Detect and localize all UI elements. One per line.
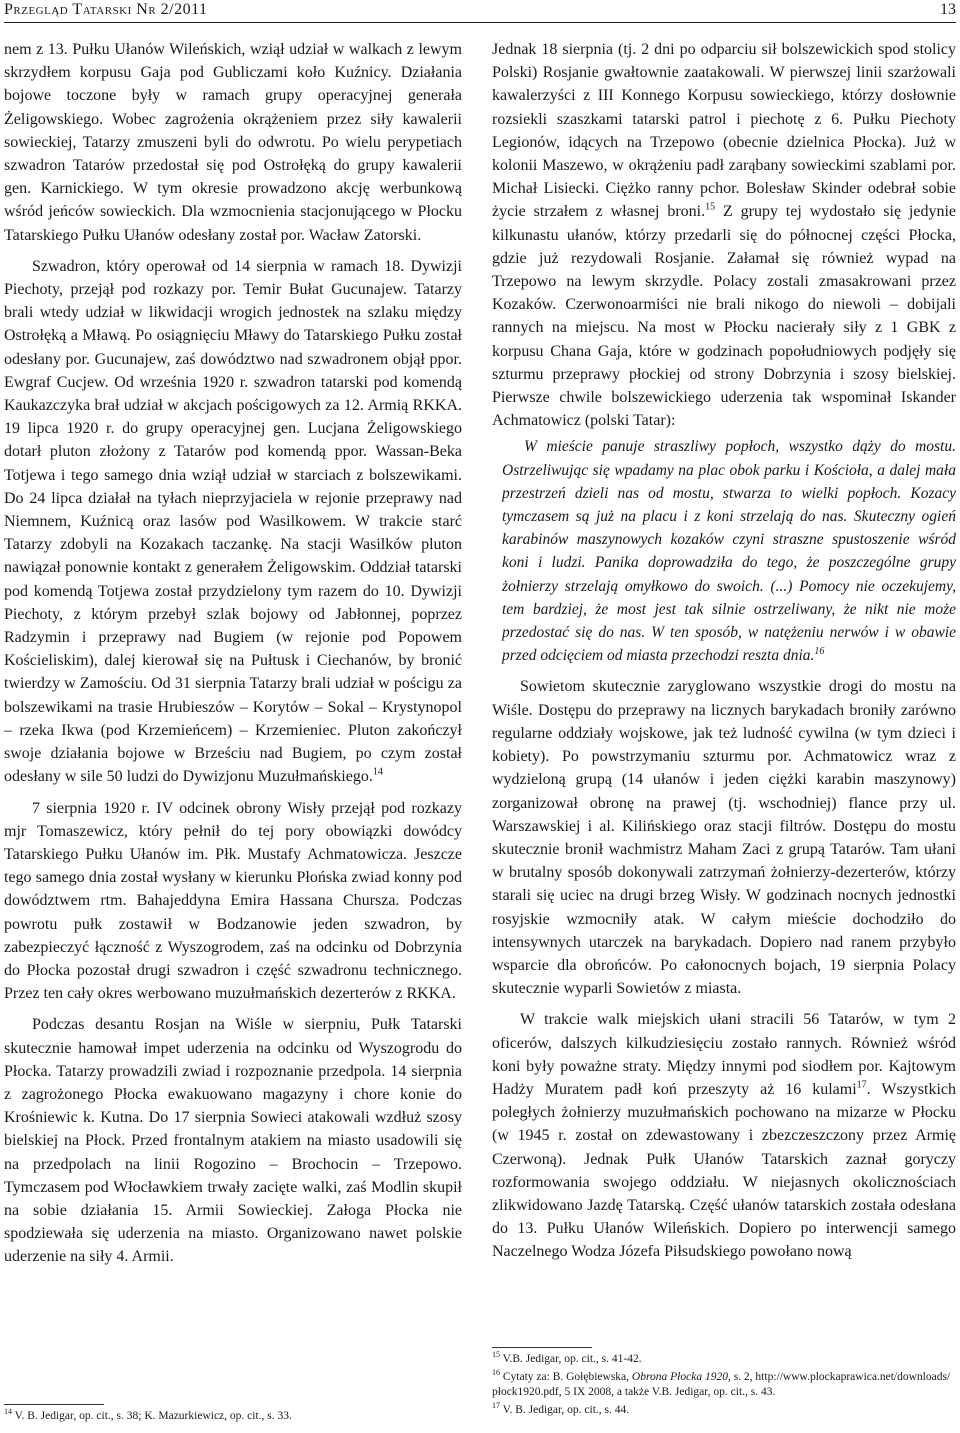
left-paragraph-3: 7 sierpnia 1920 r. IV odcinek obrony Wisły przejął pod rozkazy mjr Tomaszewicz, który pełnił do tej pory obowiązki dowódcy Tatarskiego Pułku Ułanów im. Płk. Mustafy Achmatowicza. Jeszcze tego samego dnia został wysłany w kierunku Płońska zwiad konny pod dowództwem rtm. Bahajeddyna Emira Hassana Chursza. Podczas powrotu pułk zostawił w Bodzanowie jeden szwadron, by zabezpieczyć łączność z Wyszogrodem, zaś na odcinku od Dobrzynia do Płocka pozostał drugi szwadron i część szwadronu technicznego. Przez ten cały okres werbowano muzułmańskich dezerterów z RKKA. bbox=[4, 799, 462, 1003]
footnote-number: 15 bbox=[492, 1350, 500, 1360]
left-paragraph-2 bbox=[4, 255, 462, 789]
block-quote-text: W mieście panuje straszliwy popłoch, wszystko dąży do mostu. Ostrzeliwując się wpadamy na plac obok parku i Kościoła, a dalej mała przestrzeń dzieli nas od mostu, stwarza to wielki popłoch. Kozacy tymczasem są już na placu i z koni strzelają do nas. Skuteczny ogień karabinów maszynowych kozaków czyni straszne spustoszenie wśród koni i ludzi. Panika doprowadziła do tego, że poszczególne grupy żołnierzy strzelają omyłkowo do swoich. (...) Pomocy nie oczekujemy, tem bardziej, że most jest tak silnie ostrzeliwany, że nikt nie może przedostać się do nas. W ten sposób, w natężeniu nerwów i w obawie przed odcięciem od miasta przechodzi reszta dnia. bbox=[502, 438, 956, 665]
footnotes-left bbox=[4, 1409, 462, 1424]
right-paragraph-1-text-b: Z grupy tej wydostało się jedynie kilkunastu ułanów, którzy przedarli się do północnej części Płocka, gdzie już rezydowali Rosjanie. Załamał się również wypad na Trzepowo na lewym skrzydle. Polacy zostali zmasakrowani przez Kozaków. Czerwonoarmiści nie brali nikogo do niewoli – dobijali rannych na miejscu. Na most w Płocku nacierały siły z 1 GBK z korpusu Chana Gaja, które w godzinach popołudniowych podjęły się szturmu przeprawy płockiej od strony Dobrzynia i szosy bielskiej. Pierwsze chwile bolszewickiego uderzenia tak wspominał Iskander Achmatowicz (polski Tatar): bbox=[492, 203, 956, 430]
footnote-number: 17 bbox=[492, 1401, 500, 1411]
footnote-text[interactable]: , s. 2, http://www.plockaprawica.net/downloads/ płock1920.pdf, 5 IX 2008, a także V.B. Jedigar, op. cit., s. 43. bbox=[492, 1371, 951, 1398]
left-paragraph-4: Podczas desantu Rosjan na Wiśle w sierpniu, Pułk Tatarski skutecznie hamował impet uderzenia na odcinku od Wyszogrodu do Płocka. Tatarzy prowadzili zwiad i rozpoznanie przedpola. 14 sierpnia z zagrożonego Płocka ewakuowano magazyny i chore konie do Krośniewic k. Kutna. Do 17 sierpnia Sowieci atakowali wzdłuż szosy bielskiej na Płock. Przed frontalnym atakiem na miasto usadowili się na przedpolach na linii Rogozino – Brochocin – Trzepowo. Tymczasem pod Włocławkiem trwały zacięte walki, zaś Modlin skupił na sobie działania 15. Armii Sowieckiej. Załoga Płocka nie spodziewała się uderzenia na miasto. Organizowano nawet polskie uderzenie na siły 4. Armii. bbox=[4, 1016, 462, 1266]
running-header bbox=[4, 0, 956, 20]
journal-title: Przegląd Tatarski Nr 2/2011 bbox=[4, 1, 208, 18]
footnote-number: 16 bbox=[492, 1368, 500, 1378]
right-column bbox=[492, 38, 956, 1264]
footnote-ref-14[interactable]: 14 bbox=[372, 766, 383, 778]
right-paragraph-1-text-a: Jednak 18 sierpnia (tj. 2 dni po odparciu sił bolszewickich spod stolicy Polski) Rosjanie gwałtownie zaatakowali. W pierwszej linii szarżowali kawalerzyści z III Konnego Korpusu sowieckiego, którzy dosłownie rozsiekli szaszkami tatarski patrol i piechotę z 6. Pułku Piechoty Legionów, idących na Trzepowo (obecnie dzielnica Płocka). Już w kolonii Maszewo, w okrążeniu padł zarąbany sowieckimi szablami por. Michał Lisiecki. Ciężko ranny pchor. Bolesław Skinder odebrał sobie życie strzałem z własnej broni. bbox=[492, 41, 956, 221]
header-rule bbox=[4, 22, 956, 23]
left-paragraph-2-text: Szwadron, który operował od 14 sierpnia w ramach 18. Dywizji Piechoty, przejął pod rozkazy por. Temir Bułat Gucunajew. Tatarzy brali wtedy udział w likwidacji wrogich jednostek na szlaku między Ostrołęką a Mławą. Po osiągnięciu Mławy do Tatarskiego Pułku został odesłany por. Gucunajew, zaś dowództwo nad szwadronem objął ppor. Ewgraf Cucjew. Od września 1920 r. szwadron tatarski pod komendą Kaukazczyka brał udział w akcjach pościgowych za 12. Armią RKKA. 19 lipca 1920 r. do grupy operacyjnej gen. Lucjana Żeligowskiego dotarł pluton złożony z Tatarów pod komendą ppor. Wassan-Beka Totjewa i tego samego dnia wziął udział w starciach z bolszewikami. Do 24 lipca działał na tyłach nieprzyjaciela w rejonie przeprawy nad Niemnem, Kuźnicą oraz lasów pod Wasilkowem. W trakcie starć Tatarzy zdobyli na Kozakach taczankę. Na stacji Wasilków pluton nawiązał ponownie kontakt z generałem Żeligowskim. Oddział tatarski pod komendą Totjewa został przydzielony tym razem do 10. Dywizji Piechoty, z którym przebył szlak bojowy od Jabłonnej, poprzez Radzymin i przeprawy nad Bugiem (w rejonie pod Popowem Kościeliskim), dalej kierował się na Pułtusk i Ciechanów, by bronić twierdzy w Zamościu. Od 31 sierpnia Tatarzy brali udział w pościgu za bolszewikami na trasie Hrubieszów – Korytów – Sokal – Krystynopol – rzeka Ikwa (pod Krzemieńcem) – Krzemieniec. Pluton zakończył swoje działania bojowe w Brześciu nad Bugiem, po czym został odesłany w sile 50 ludzi do Dywizjonu Muzułmańskiego. bbox=[4, 257, 462, 786]
footnote-rule-left bbox=[4, 1404, 104, 1405]
footnote-rule-right bbox=[492, 1347, 592, 1348]
footnote-ref-17[interactable]: 17 bbox=[856, 1079, 867, 1091]
right-paragraph-3-text-a: W trakcie walk miejskich ułani stracili 56 Tatarów, w tym 2 oficerów, dalszych kilkudziesięciu zostało rannych. Również wśród koni były poważne straty. Między innymi pod siodłem por. Kajtowym Hadży Muratem padł koń przeszyty aż 16 kulami bbox=[492, 1011, 956, 1098]
left-column bbox=[4, 38, 462, 1269]
right-paragraph-3 bbox=[492, 1008, 956, 1263]
footnote-number: 14 bbox=[4, 1407, 12, 1417]
page-number: 13 bbox=[940, 1, 956, 18]
footnote-15 bbox=[492, 1352, 956, 1367]
footnote-text: V. B. Jedigar, op. cit., s. 38; K. Mazurkiewicz, op. cit., s. 33. bbox=[12, 1410, 292, 1422]
right-paragraph-3-text-b: . Wszystkich poległych żołnierzy muzułmańskich pochowano na mizarze w Płocku (w 1945 r. został on zdewastowany i zbezczeszczony przez Armię Czerwoną). Jednak Pułk Ułanów Tatarskich zaznał goryczy rozformowania swojego oddziału. W niejasnych okolicznościach zlikwidowano Jazdę Tatarską. Część ułanów tatarskich została odesłana do 13. Pułku Ułanów Wileńskich. Dopiero po interwencji samego Naczelnego Wodza Józefa Piłsudskiego powołano nową bbox=[492, 1080, 956, 1261]
footnotes-right bbox=[492, 1352, 956, 1418]
footnote-16 bbox=[492, 1370, 956, 1400]
footnote-source-title: Obrona Płocka 1920 bbox=[631, 1371, 728, 1383]
right-paragraph-2: Sowietom skutecznie zaryglowano wszystkie drogi do mostu na Wiśle. Dostępu do przeprawy na licznych barykadach broniły zarówno regularne oddziały wojskowe, jak też ludność cywilna (w tym dzieci i kobiety). Po powstrzymaniu szturmu por. Achmatowicz wraz z wydzieloną grupą (14 ułanów i jeden ciężki karabin maszynowy) zorganizował obronę na prawej (tj. wschodniej) flance przy ul. Warszawskiej i al. Kilińskiego oraz stacji filtrów. Dostępu do mostu skutecznie bronił wachmistrz Maham Zaci z grupą Tatarów. Tam ułani w brutalny sposób dokonywali zatrzymań żołnierzy-dezerterów, którzy starali się uciec na drugi brzeg Wisły. W godzinach nocnych jednostki rosyjskie wzmocniły atak. W całym mieście dochodziło do intensywnych utarczek na barykadach. Dopiero nad ranem przybyło wsparcie dla obrońców. Po całonocnych bojach, 19 sierpnia Polacy skutecznie wyparli Sowietów z miasta. bbox=[492, 678, 956, 998]
block-quote bbox=[492, 435, 956, 667]
footnote-ref-15[interactable]: 15 bbox=[705, 202, 716, 214]
footnote-text: V. B. Jedigar, op. cit., s. 44. bbox=[500, 1404, 630, 1416]
footnote-text: V.B. Jedigar, op. cit., s. 41-42. bbox=[500, 1353, 642, 1365]
footnote-ref-16[interactable]: 16 bbox=[814, 646, 825, 658]
footnote-14 bbox=[4, 1409, 462, 1424]
right-paragraph-1 bbox=[492, 38, 956, 432]
footnote-17 bbox=[492, 1403, 956, 1418]
footnote-text: Cytaty za: B. Gołębiewska, bbox=[500, 1371, 632, 1383]
left-paragraph-1: nem z 13. Pułku Ułanów Wileńskich, wziął udział w walkach z lewym skrzydłem korpusu Gaja pod Gubliczami koło Kuźnicy. Działania bojowe toczone były w ramach grupy operacyjnej generała Żeligowskiego. Wobec zagrożenia okrążeniem przez siły kawalerii sowieckiej, Tatarzy zmuszeni byli do odwrotu. Po wielu perypetiach szwadron Tatarów przedostał się pod Ostrołęką do grupy kawalerii gen. Karnickiego. W tym okresie prowadzono akcję werbunkową wśród jeńców sowieckich. Dla wzmocnienia stacjonującego w Płocku Tatarskiego Pułku Ułanów odesłany został por. Wacław Zatorski. bbox=[4, 41, 462, 244]
